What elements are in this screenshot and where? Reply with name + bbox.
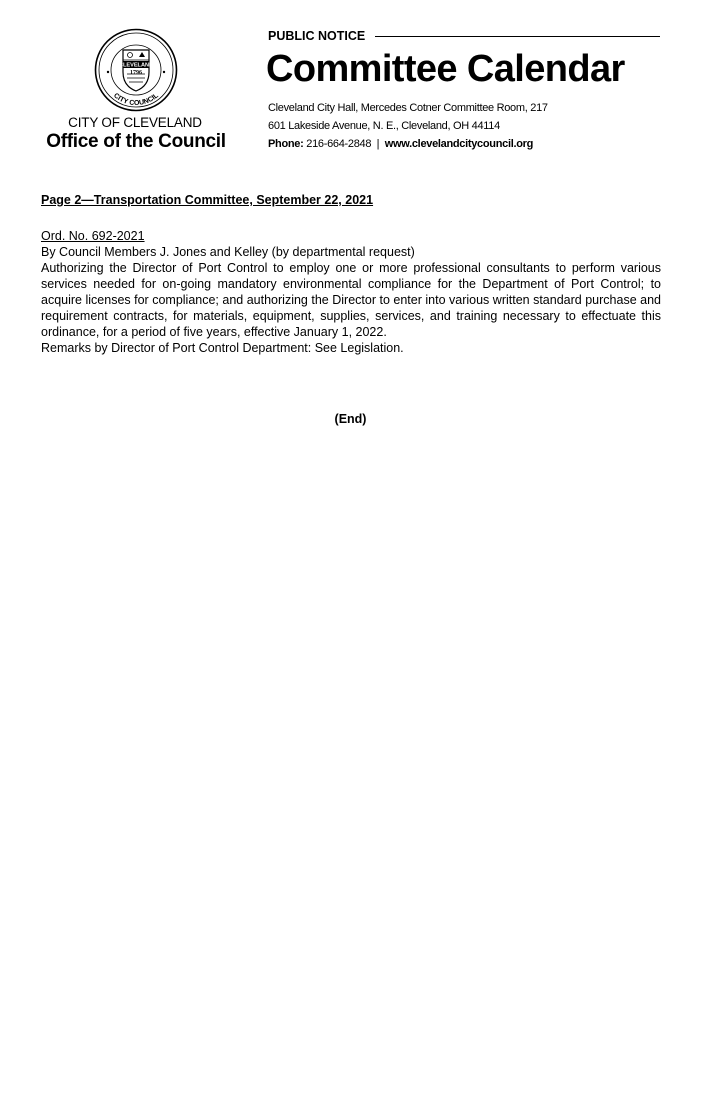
- ordinance-sponsors: By Council Members J. Jones and Kelley (by departmental request): [41, 245, 415, 259]
- address-line-1: Cleveland City Hall, Mercedes Cotner Committee Room, 217: [268, 102, 548, 114]
- contact-separator: |: [376, 138, 380, 150]
- page-heading: Page 2—Transportation Committee, September 22, 2021: [41, 193, 374, 207]
- end-marker: (End): [334, 412, 367, 426]
- phone-number: 216-664-2848: [306, 138, 372, 150]
- contact-line: [268, 138, 688, 150]
- cleveland-city-council-seal: [94, 28, 178, 112]
- svg-text:CITY COUNCIL: [112, 92, 160, 107]
- notice-divider: [375, 36, 660, 37]
- website-link[interactable]: www.clevelandcitycouncil.org: [384, 138, 534, 150]
- public-notice-label: PUBLIC NOTICE: [268, 29, 366, 43]
- seal-year: 1796: [130, 70, 142, 76]
- document-title: Committee Calendar: [266, 48, 625, 90]
- office-name: Office of the Council: [46, 131, 226, 152]
- document-body: [41, 192, 661, 356]
- ordinance-remarks: Remarks by Director of Port Control Department: See Legislation.: [41, 341, 404, 355]
- address-line-2: 601 Lakeside Avenue, N. E., Cleveland, OH 44114: [268, 120, 500, 132]
- city-name: CITY OF CLEVELAND: [68, 115, 202, 130]
- seal-bottom-text: CITY COUNCIL: [112, 92, 160, 108]
- seal-top-text: CLEVELAND: [118, 62, 154, 69]
- ordinance-number: Ord. No. 692-2021: [41, 229, 145, 243]
- notice-row: [268, 28, 660, 44]
- phone-label: Phone:: [268, 138, 304, 150]
- ordinance-description: Authorizing the Director of Port Control to employ one or more professional consultants to perform various services needed for on-going mandatory environmental compliance for the Department of Port Control; to acquire licenses for compliance; and authorizing the Director to enter into various written standard purchase and requirement contracts, for materials, equipment, supplies, services, and training necessary to effectuate this ordinance, for a period of five years, effective January 1, 2022.: [41, 261, 661, 339]
